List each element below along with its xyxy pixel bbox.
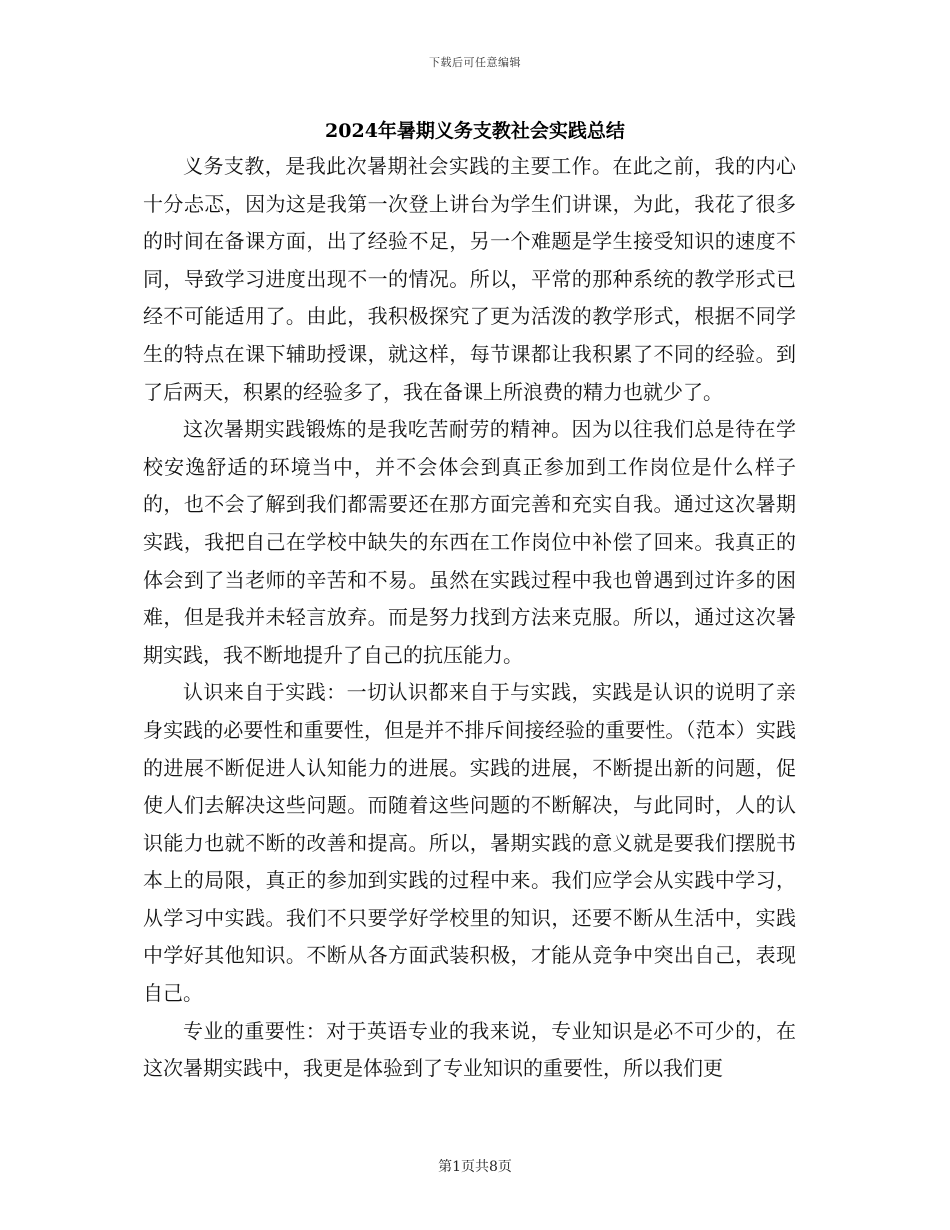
document-body [143,148,796,1088]
document-title: 2024年暑期义务支教社会实践总结 [325,120,625,142]
page-number: 第1页共8页 [438,1159,512,1175]
paragraph-3: 认识来自于实践：一切认识都来自于与实践，实践是认识的说明了亲身实践的必要性和重要性，但是并不排斥间接经验的重要性。（范本）实践的进展不断促进人认知能力的进展。实践的进展，不断提出新的问题，促使人们去解决这些问题。而随着这些问题的不断解决，与此同时，人的认识能力也就不断的改善和提高。所以，暑期实践的意义就是要我们摆脱书本上的局限，真正的参加到实践的过程中来。我们应学会从实践中学习，从学习中实践。我们不只要学好学校里的知识，还要不断从生活中，实践中学好其他知识。不断从各方面武装积极，才能从竞争中突出自己，表现自己。 [143,680,796,1006]
paragraph-2: 这次暑期实践锻炼的是我吃苦耐劳的精神。因为以往我们总是待在学校安逸舒适的环境当中，并不会体会到真正参加到工作岗位是什么样子的，也不会了解到我们都需要还在那方面完善和充实自我。通过这次暑期实践，我把自己在学校中缺失的东西在工作岗位中补偿了回来。我真正的体会到了当老师的辛苦和不易。虽然在实践过程中我也曾遇到过许多的困难，但是我并未轻言放弃。而是努力找到方法来克服。所以，通过这次暑期实践，我不断地提升了自己的抗压能力。 [143,417,796,667]
paragraph-1: 义务支教，是我此次暑期社会实践的主要工作。在此之前，我的内心十分忐忑，因为这是我第一次登上讲台为学生们讲课，为此，我花了很多的时间在备课方面，出了经验不足，另一个难题是学生接受知识的速度不同，导致学习进度出现不一的情况。所以，平常的那种系统的教学形式已经不可能适用了。由此，我积极探究了更为活泼的教学形式，根据不同学生的特点在课下辅助授课，就这样，每节课都让我积累了不同的经验。到了后两天，积累的经验多了，我在备课上所浪费的精力也就少了。 [143,154,796,404]
paragraph-4: 专业的重要性：对于英语专业的我来说，专业知识是必不可少的，在这次暑期实践中，我更是体验到了专业知识的重要性，所以我们更 [143,1018,796,1081]
page-header-note: 下载后可任意编辑 [429,56,521,69]
